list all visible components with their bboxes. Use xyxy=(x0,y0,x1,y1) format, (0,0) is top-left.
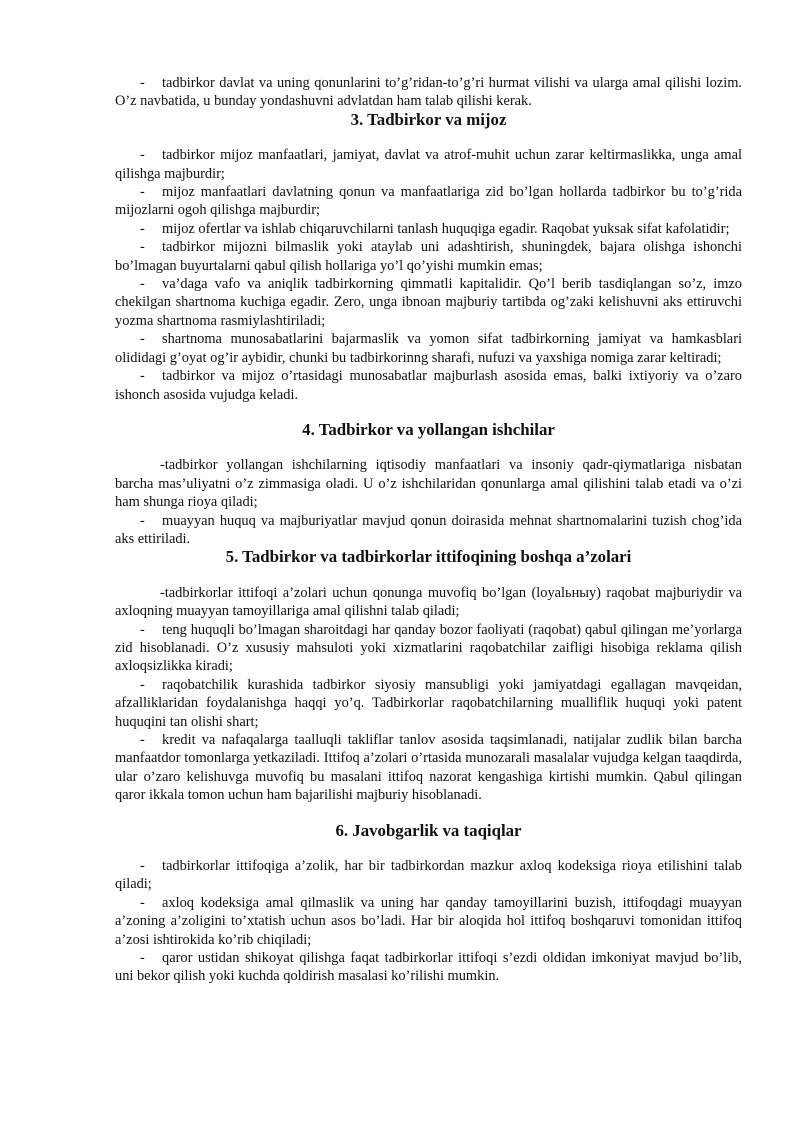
section-heading: 3. Tadbirkor va mijoz xyxy=(350,109,507,129)
bullet-dash: - xyxy=(140,732,145,748)
list-item: - mijoz manfaatlari davlatning qonun va manfaatlariga zid bo’lgan hollarda tadbirkor bu to’g’rida mijozlarni ogoh qilishga majburdir; xyxy=(115,184,742,219)
bullet-dash: - xyxy=(140,512,145,529)
list-item: - raqobatchilik kurashida tadbirkor siyosiy mansubligi yoki jamiyatdagi egallagan mavqeidan, afzalliklaridan foydalanishga haqqi yo’q. Tadbirkorlar raqobatchilarning mualliflik huquqi yoki patent huquqini tan olishi shart; xyxy=(115,676,742,730)
bullet-dash: - xyxy=(140,220,145,237)
bullet-dash: - xyxy=(140,147,145,164)
list-item: - tadbirkor mijoz manfaatlari, jamiyat, davlat va atrof-muhit uchun zarar keltirmaslikka, unga amal qilishga majburdir; xyxy=(115,147,742,182)
bullet-dash: - xyxy=(140,368,145,385)
intro-paragraph xyxy=(115,74,742,111)
paragraph-text: tadbirkor davlat va uning qonunlarini to’g’ridan-to’g’ri hurmat vilishi va ularga amal qilishi lozim. O’z navbatida, u bunday yondashuvni advlatdan ham talab qilishi kerak. xyxy=(115,75,742,110)
bullet-dash: - xyxy=(140,676,145,693)
list-item: - teng huquqli bo’lmagan sharoitdagi har qanday bozor faoliyati (raqobat) qabul qilingan me’yorlarga zid hisoblanadi. O’z xususiy mahsuloti yoki xizmatlarini raqobatchilar zaifligi hisobiga reklama qilish axloqsizlikka kiradi; xyxy=(115,621,742,675)
bullet-dash: - xyxy=(140,75,145,91)
list-item: - shartnoma munosabatlarini bajarmaslik va yomon sifat tadbirkorning jamiyat va hamkasblari olididagi g’oyat og’ir aybidir, chunki bu tadbirkorinng sharafi, nufuzi va yaxshiga nomiga zarar keltiradi; xyxy=(115,331,742,366)
section-heading: 5. Tadbirkor va tadbirkorlar ittifoqining boshqa a’zolari xyxy=(225,547,632,567)
bullet-dash: - xyxy=(140,276,145,293)
list-item: - qaror ustidan shikoyat qilishga faqat tadbirkorlar ittifoqi s’ezdi oldidan imkoniyat mavjud bo’lib, uni bekor qilish yoki kuchda qoldirish masalasi ko’rilishi mumkin. xyxy=(115,950,742,985)
section-heading: 6. Javobgarlik va taqiqlar xyxy=(335,820,522,840)
bullet-dash: - xyxy=(140,331,145,348)
list-item: - axloq kodeksiga amal qilmaslik va uning har qanday tamoyillarini buzish, ittifoqdagi muayyan a’zoning a’zoligini to’xtatish uchun asos bo’ladi. Har bir aloqida hol ittifoq boshqaruvi tomonidan ittifoq a’zosi ishtirokida ko’rib chiqiladi; xyxy=(115,894,742,948)
list-item: -tadbirkor yollangan ishchilarning iqtisodiy manfaatlari va insoniy qadr-qiymatlariga nisbatan barcha mas’uliyatni o’z zimmasiga oladi. U o’z ishchilaridan qonunlarga amal qilishini talab etadi va o’zi ham shunga rioya qiladi; xyxy=(115,457,742,511)
bullet-dash: - xyxy=(140,621,145,638)
list-item: - kredit va nafaqalarga taalluqli takliflar tanlov asosida taqsimlanadi, natijalar zudlik bilan barcha manfaatdor tomonlarga yetkaziladi. Ittifoq a’zolari o’rtasida munozarali masalalar vujudga kelgan taaqdirda, ular o’zaro kelishuvga muvofiq bu masalani ittifoq nazorat kengashiga kirtishi mumkin. Qabul qilingan qaror ikkala tomon uchun ham bajarilishi majburiy hisoblanadi. xyxy=(115,732,742,804)
bullet-dash: - xyxy=(140,894,145,911)
bullet-dash: - xyxy=(140,239,145,256)
list-item: -tadbirkorlar ittifoqi a’zolari uchun qonunga muvofiq bo’lgan (loyalьныy) raqobat majburiydir va axloqning muayyan tamoyillariga amal qilishni talab qiladi; xyxy=(115,584,742,620)
list-item: - tadbirkorlar ittifoqiga a’zolik, har bir tadbirkordan mazkur axloq kodeksiga rioya etilishini talab qiladi; xyxy=(115,858,742,893)
list-item: - muayyan huquq va majburiyatlar mavjud qonun doirasida mehnat shartnomalarini tuzish chog’ida aks ettiriladi. xyxy=(115,512,742,547)
bullet-dash: - xyxy=(140,950,145,967)
list-item: - tadbirkor mijozni bilmaslik yoki ataylab uni adashtirish, shuningdek, bajara olishga ishonchi bo’lmagan buyurtalarni qabul qilish hollariga yo’l qo’yishi mumkin emas; xyxy=(115,239,742,274)
list-item: - va’daga vafo va aniqlik tadbirkorning qimmatli kapitalidir. Qo’l berib tasdiqlangan so’z, imzo chekilgan shartnoma kuchiga egadir. Zero, unga ibnoan majburiy tartibda og’zaki kelishuvni aks ettiruvchi yozma shartnoma rasmiylashtiriladi; xyxy=(115,276,742,329)
bullet-dash: - xyxy=(140,184,145,201)
document-page xyxy=(115,74,742,986)
list-item: - tadbirkor va mijoz o’rtasidagi munosabatlar majburlash asosida emas, balki ixtiyoriy va o’zaro ishonch asosida vujudga keladi. xyxy=(115,368,742,403)
list-item: - mijoz ofertlar va ishlab chiqaruvchilarni tanlash huquqiga egadir. Raqobat yuksak sifat kafolatidir; xyxy=(140,220,730,237)
bullet-dash: - xyxy=(140,858,145,875)
section-heading: 4. Tadbirkor va yollangan ishchilar xyxy=(302,419,555,439)
